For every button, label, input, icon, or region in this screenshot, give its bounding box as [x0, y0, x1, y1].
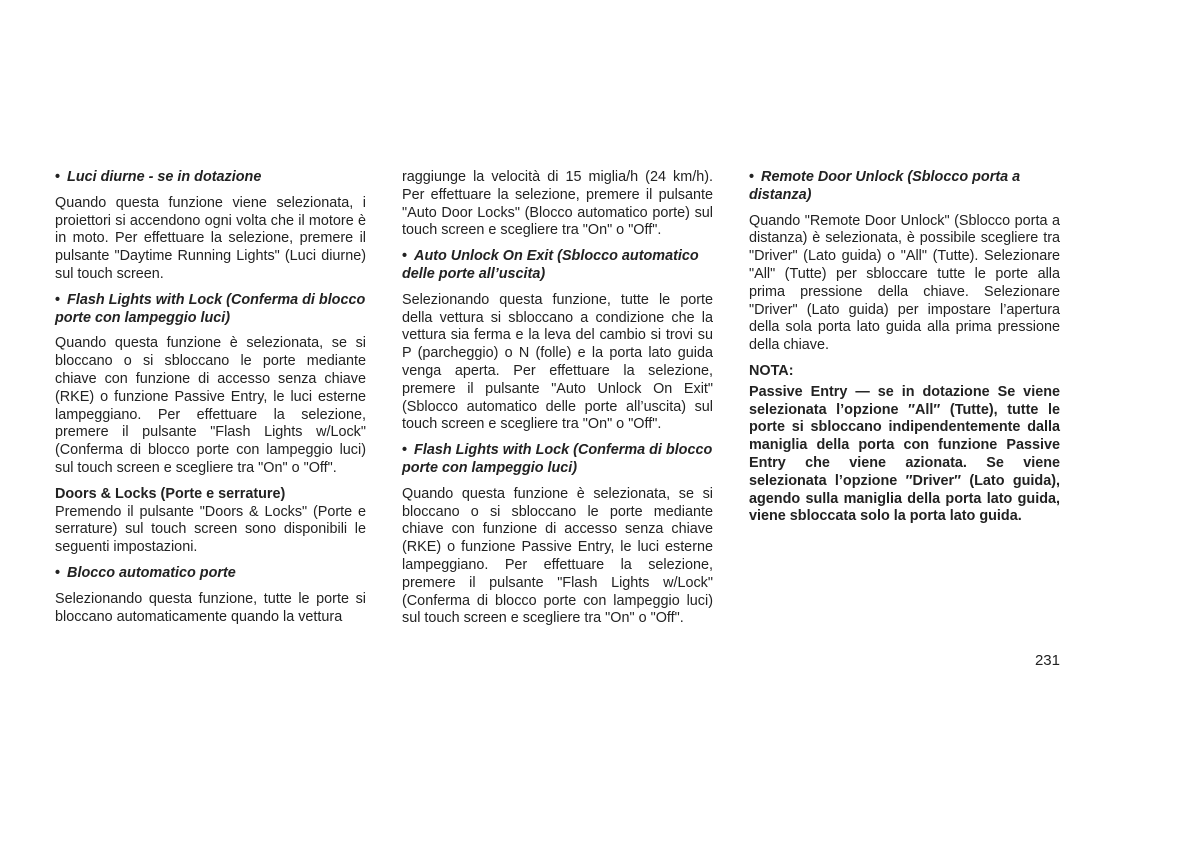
heading-text: Remote Door Unlock (Sblocco porta a distanza) — [749, 169, 1021, 203]
paragraph-remote-unlock: Quando "Remote Door Unlock" (Sblocco porta a distanza) è selezionata, è possibile scegliere tra "Driver" (Lato guida) o "All" (Tutte). Selezionare "All" (Tutte) per sbloccare tutte le porte alla prima pressione della chiave. Selezionare "Driver" (Lato guida) per impostare l’apertura della sola porta lato guida alla prima pressione della chiave. — [749, 212, 1060, 354]
bullet: • — [55, 564, 61, 581]
bullet: • — [749, 169, 755, 185]
bullet: • — [402, 248, 408, 265]
note-label: NOTA: — [749, 362, 794, 379]
page-number: 231 — [1034, 652, 1060, 669]
heading-flash-lights — [55, 292, 366, 328]
heading-auto-unlock — [402, 248, 713, 284]
heading-auto-lock — [55, 565, 366, 583]
paragraph-daytime-lights: Quando questa funzione viene selezionata, i proiettori si accendono ogni volta che il motore è in moto. Per effettuare la selezione, premere il pulsante "Daytime Running Lights" (Luci diurne) sul touch screen. — [55, 194, 366, 282]
heading-text: Auto Unlock On Exit (Sblocco automatico delle porte all’uscita) — [402, 248, 699, 282]
heading-daytime-lights — [55, 169, 366, 187]
right-column — [749, 169, 1060, 534]
heading-text: Flash Lights with Lock (Conferma di blocco porte con lampeggio luci) — [402, 442, 713, 476]
subheading-doors-locks: Doors & Locks (Porte e serrature) — [55, 485, 286, 502]
paragraph-flash-lights-2: Quando questa funzione è selezionata, se si bloccano o si sbloccano le porte mediante chiave con funzione di accesso senza chiave (RKE) o funzione Passive Entry, le luci esterne lampeggiano. Per effettuare la selezione, premere il pulsante "Flash Lights w/Lock" (Conferma di blocco porte con lampeggio luci) sul touch screen e scegliere tra "On" o "Off". — [402, 485, 713, 627]
paragraph-auto-unlock: Selezionando questa funzione, tutte le porte della vettura si sbloccano a condizione che la vettura sia ferma e la leva del cambio si trovi su P (parcheggio) o N (folle) e la porta lato guida venga aperta. Per effettuare la selezione, premere il pulsante "Auto Unlock On Exit" (Sblocco automatico delle porte all’uscita) sul touch screen e scegliere tra "On" o "Off". — [402, 291, 713, 433]
paragraph-doors-locks: Premendo il pulsante "Doors & Locks" (Porte e serrature) sul touch screen sono disponibili le seguenti impostazioni. — [55, 503, 366, 556]
heading-remote-unlock — [749, 169, 1060, 205]
bullet: • — [402, 442, 408, 459]
paragraph-auto-lock-continued: raggiunge la velocità di 15 miglia/h (24 km/h). Per effettuare la selezione, premere il pulsante "Auto Door Locks" (Blocco automatico porte) sul touch screen e scegliere tra "On" o "Off". — [402, 169, 713, 239]
heading-text: Blocco automatico porte — [67, 564, 236, 581]
heading-flash-lights-2 — [402, 442, 713, 478]
heading-text: Flash Lights with Lock (Conferma di blocco porte con lampeggio luci) — [55, 291, 366, 326]
paragraph-auto-lock: Selezionando questa funzione, tutte le porte si bloccano automaticamente quando la vettura — [55, 590, 366, 625]
heading-text: Luci diurne - se in dotazione — [67, 169, 262, 185]
note-text: Passive Entry — se in dotazione Se viene selezionata l’opzione ″All″ (Tutte), tutte le porte si sbloccano indipendentemente dalla maniglia della porta con funzione Passive Entry che viene azionata. Se viene selezionata l’opzione ″Driver″ (Lato guida), agendo sulla maniglia della porta lato guida, viene sbloccata solo la porta lato guida. — [749, 383, 1060, 525]
middle-column — [402, 169, 713, 636]
paragraph-flash-lights: Quando questa funzione è selezionata, se si bloccano o si sbloccano le porte mediante chiave con funzione di accesso senza chiave (RKE) o funzione Passive Entry, le luci esterne lampeggiano. Per effettuare la selezione, premere il pulsante "Flash Lights w/Lock" (Conferma di blocco porte con lampeggio luci) sul touch screen e scegliere tra "On" o "Off". — [55, 335, 366, 476]
bullet: • — [55, 169, 61, 185]
left-column — [55, 169, 366, 634]
bullet: • — [55, 291, 61, 308]
